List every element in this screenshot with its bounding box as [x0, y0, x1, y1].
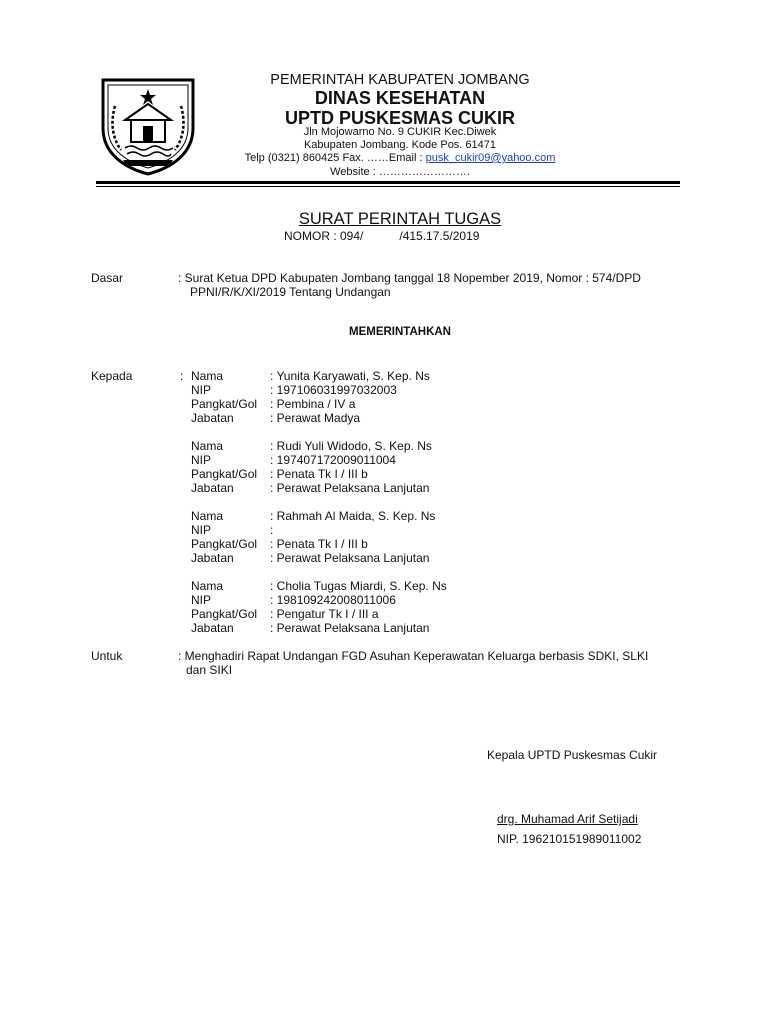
person-rank: : Pengatur Tk I / III a: [270, 607, 379, 621]
person-rank: : Penata Tk I / III b: [270, 467, 368, 481]
nama-label: Nama: [191, 369, 224, 383]
signatory-nip: NIP. 196210151989011002: [497, 832, 642, 846]
person-name: : Cholia Tugas Miardi, S. Kep. Ns: [270, 579, 447, 593]
pangkat-label: Pangkat/Gol: [191, 397, 258, 411]
person-position: : Perawat Pelaksana Lanjutan: [270, 621, 430, 635]
regency-emblem-logo: [97, 76, 199, 176]
address-line-1: Jln Mojowarno No. 9 CUKIR Kec.Diwek: [303, 126, 497, 138]
email-link[interactable]: pusk_cukir09@yahoo.com: [425, 152, 556, 164]
untuk-text-line-2: dan SIKI: [186, 663, 233, 677]
person-name: : Rahmah Al Maida, S. Kep. Ns: [270, 509, 436, 523]
person-name: : Yunita Karyawati, S. Kep. Ns: [270, 369, 430, 383]
number-suffix: /415.17.5/2019: [399, 229, 480, 243]
website-line: Website : …………………….: [330, 166, 470, 178]
address-line-2: Kabupaten Jombang. Kode Pos. 61471: [303, 139, 497, 151]
nip-label: NIP: [191, 523, 212, 537]
nip-label: NIP: [191, 383, 212, 397]
nama-label: Nama: [191, 509, 224, 523]
person-nip: : 197407172009011004: [270, 453, 396, 467]
person-nip: : 198109242008011006: [270, 593, 396, 607]
number-prefix: NOMOR : 094/: [284, 229, 364, 243]
letterhead-divider-thin: [96, 186, 680, 187]
nip-label: NIP: [191, 593, 212, 607]
nama-label: Nama: [191, 439, 224, 453]
dasar-text-line-2: PPNI/R/K/XI/2019 Tentang Undangan: [190, 285, 391, 299]
document-title: SURAT PERINTAH TUGAS: [298, 210, 502, 228]
pangkat-label: Pangkat/Gol: [191, 467, 258, 481]
pangkat-label: Pangkat/Gol: [191, 537, 258, 551]
jabatan-label: Jabatan: [191, 621, 234, 635]
contact-prefix: Telp (0321) 860425 Fax. ……Email :: [244, 152, 426, 164]
dasar-text-line-1: : Surat Ketua DPD Kabupaten Jombang tanggal 18 Nopember 2019, Nomor : 574/DPD: [178, 271, 641, 285]
letterhead-divider-thick: [96, 181, 680, 184]
person-position: : Perawat Madya: [270, 411, 361, 425]
signatory-title: Kepala UPTD Puskesmas Cukir: [487, 748, 658, 762]
person-position: : Perawat Pelaksana Lanjutan: [270, 481, 430, 495]
person-name: : Rudi Yuli Widodo, S. Kep. Ns: [270, 439, 432, 453]
signatory-name: drg. Muhamad Arif Setijadi: [497, 812, 638, 826]
agency-name: DINAS KESEHATAN: [314, 88, 486, 108]
nip-label: NIP: [191, 453, 212, 467]
jabatan-label: Jabatan: [191, 551, 234, 565]
dasar-label: Dasar: [91, 271, 124, 285]
person-rank: : Pembina / IV a: [270, 397, 356, 411]
kepada-colon: :: [180, 369, 184, 383]
untuk-label: Untuk: [91, 649, 123, 663]
unit-name: UPTD PUSKESMAS CUKIR: [284, 108, 516, 128]
government-name: PEMERINTAH KABUPATEN JOMBANG: [270, 72, 530, 88]
jabatan-label: Jabatan: [191, 481, 234, 495]
person-nip: : 197106031997032003: [270, 383, 397, 397]
command-heading: MEMERINTAHKAN: [348, 326, 451, 338]
person-position: : Perawat Pelaksana Lanjutan: [270, 551, 430, 565]
jabatan-label: Jabatan: [191, 411, 234, 425]
kepada-label: Kepada: [91, 369, 133, 383]
pangkat-label: Pangkat/Gol: [191, 607, 258, 621]
document-number: [284, 229, 479, 243]
person-rank: : Penata Tk I / III b: [270, 537, 368, 551]
contact-line: [200, 152, 600, 164]
untuk-text-line-1: : Menghadiri Rapat Undangan FGD Asuhan Keperawatan Keluarga berbasis SDKI, SLKI: [178, 649, 649, 663]
nama-label: Nama: [191, 579, 224, 593]
person-nip: :: [270, 523, 274, 537]
